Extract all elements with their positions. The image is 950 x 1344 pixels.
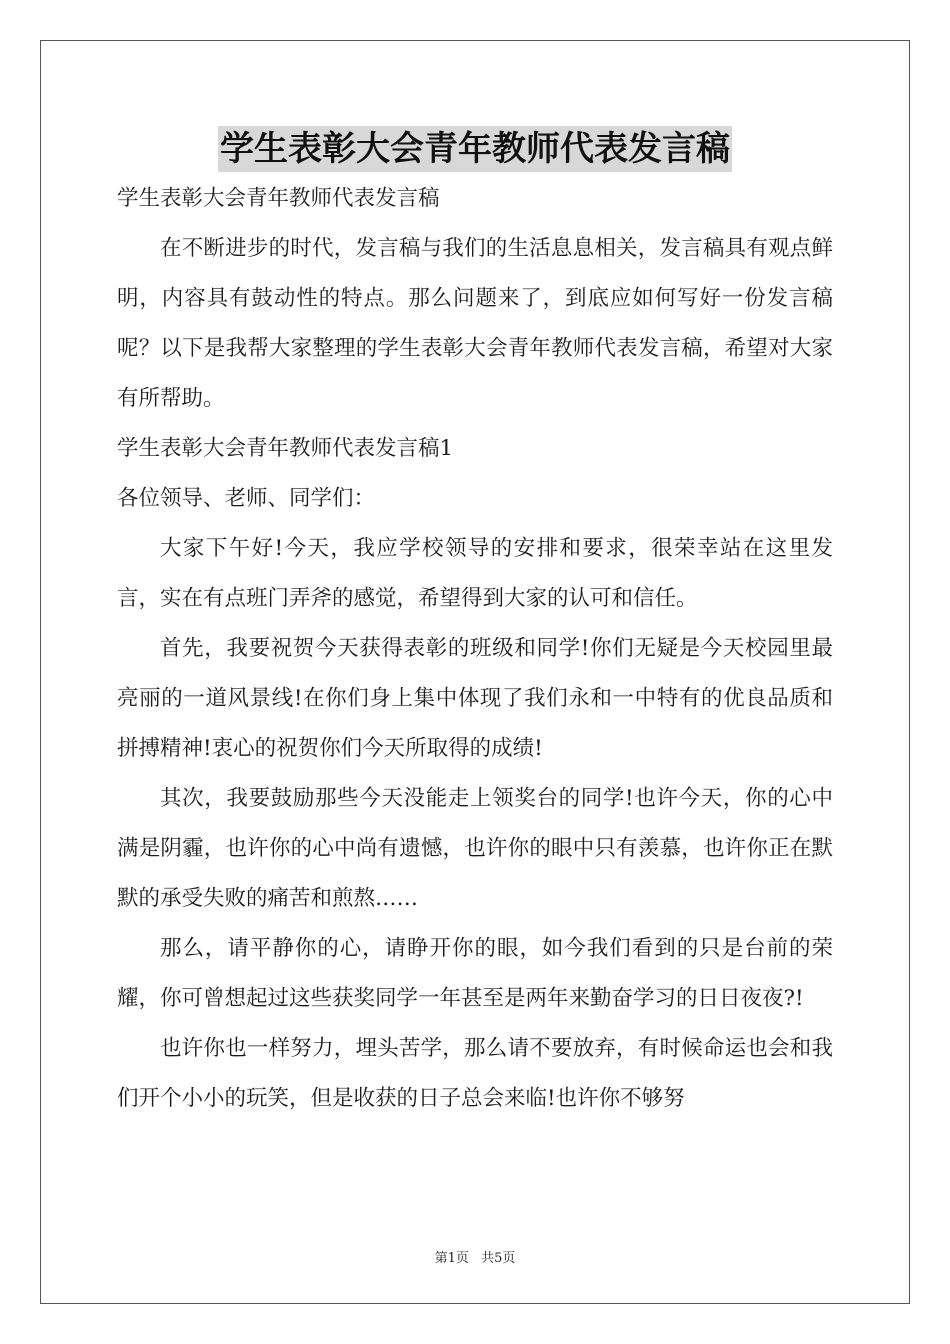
body-paragraph: 首先，我要祝贺今天获得表彰的班级和同学!你们无疑是今天校园里最亮丽的一道风景线!在你们身上集中体现了我们永和一中特有的优良品质和拼搏精神!衷心的祝贺你们今天所取得的成绩! bbox=[117, 636, 833, 761]
section-heading: 学生表彰大会青年教师代表发言稿1 bbox=[117, 436, 454, 461]
salutation: 各位领导、老师、同学们： bbox=[117, 486, 376, 511]
page-total: 共5页 bbox=[481, 1251, 516, 1266]
body-paragraph: 其次，我要鼓励那些今天没能走上领奖台的同学!也许今天，你的心中满是阴霾，也许你的心中尚有遗憾，也许你的眼中只有羡慕，也许你正在默默的承受失败的痛苦和煎熬…… bbox=[117, 786, 833, 911]
body-paragraph: 那么，请平静你的心，请睁开你的眼，如今我们看到的只是台前的荣耀，你可曾想起过这些获奖同学一年甚至是两年来勤奋学习的日日夜夜?! bbox=[117, 936, 833, 1011]
subtitle-paragraph: 学生表彰大会青年教师代表发言稿 bbox=[117, 186, 440, 211]
body-paragraph: 大家下午好!今天，我应学校领导的安排和要求，很荣幸站在这里发言，实在有点班门弄斧的感觉，希望得到大家的认可和信任。 bbox=[117, 536, 833, 611]
intro-paragraph: 在不断进步的时代，发言稿与我们的生活息息相关，发言稿具有观点鲜明，内容具有鼓动性的特点。那么问题来了，到底应如何写好一份发言稿呢？以下是我帮大家整理的学生表彰大会青年教师代表发言稿，希望对大家有所帮助。 bbox=[117, 236, 833, 411]
body-paragraph: 也许你也一样努力，埋头苦学，那么请不要放弃，有时候命运也会和我们开个小小的玩笑，但是收获的日子总会来临!也许你不够努 bbox=[117, 1036, 833, 1111]
page-footer bbox=[0, 1247, 950, 1266]
document-title: 学生表彰大会青年教师代表发言稿 bbox=[218, 126, 732, 172]
document-body bbox=[117, 174, 833, 1124]
page-number: 第1页 bbox=[434, 1251, 469, 1266]
title-area bbox=[0, 126, 950, 172]
